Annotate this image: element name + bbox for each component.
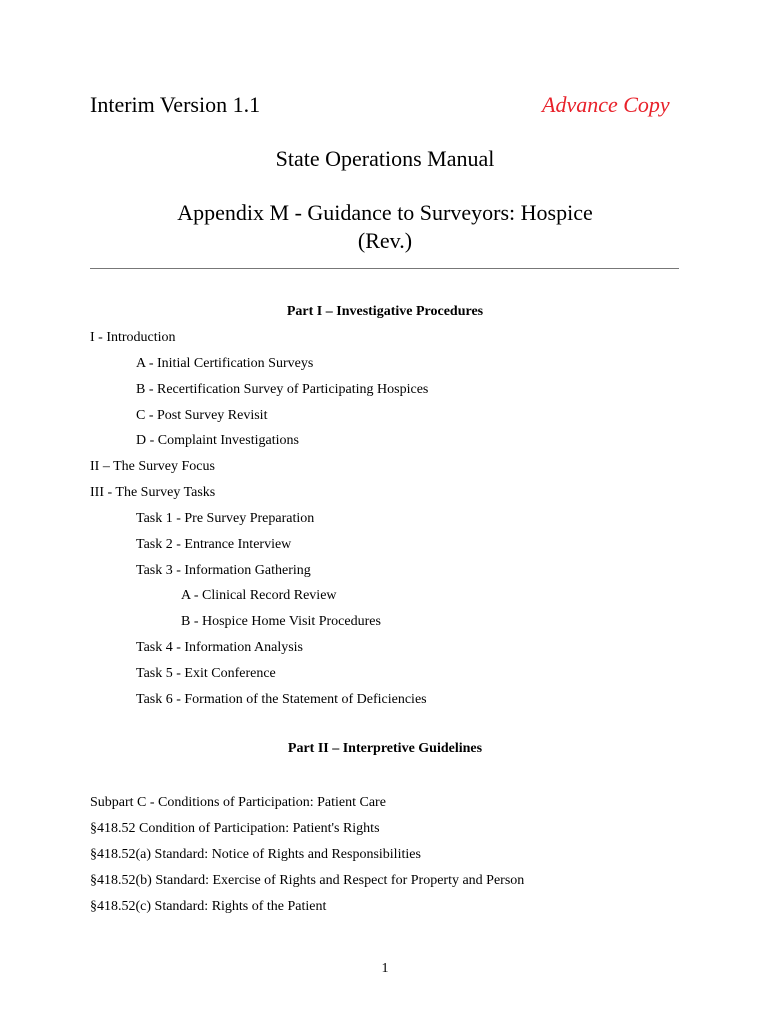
- toc-item: Task 1 - Pre Survey Preparation: [136, 510, 315, 526]
- part2-toc: [90, 793, 524, 922]
- toc-item: Task 5 - Exit Conference: [136, 665, 276, 681]
- toc-item: D - Complaint Investigations: [136, 433, 299, 449]
- toc-item: I - Introduction: [90, 330, 176, 345]
- toc-item: C - Post Survey Revisit: [136, 407, 268, 423]
- page-number: 1: [381, 961, 389, 976]
- toc-item: A - Initial Certification Surveys: [136, 355, 314, 371]
- guideline-item: §418.52(c) Standard: Rights of the Patient: [90, 898, 327, 914]
- guideline-item: §418.52(b) Standard: Exercise of Rights and Respect for Property and Person: [90, 872, 525, 888]
- toc-item: Task 3 - Information Gathering: [136, 562, 311, 578]
- guideline-item: §418.52 Condition of Participation: Patient's Rights: [90, 820, 380, 836]
- manual-title: State Operations Manual: [275, 146, 495, 171]
- toc-item: III - The Survey Tasks: [90, 485, 216, 501]
- guideline-item: Subpart C - Conditions of Participation: Patient Care: [90, 795, 386, 810]
- part2-heading: Part II – Interpretive Guidelines: [287, 741, 483, 756]
- part1-heading: Part I – Investigative Procedures: [286, 304, 484, 319]
- toc-item: Task 6 - Formation of the Statement of Deficiencies: [136, 691, 427, 707]
- toc-item: B - Hospice Home Visit Procedures: [181, 614, 381, 630]
- advance-copy-label: Advance Copy: [542, 92, 670, 117]
- version-label: Interim Version 1.1: [90, 92, 261, 117]
- appendix-title: Appendix M - Guidance to Surveyors: Hospice: [177, 200, 593, 225]
- guideline-item: §418.52(a) Standard: Notice of Rights and Responsibilities: [90, 846, 421, 862]
- toc-item: Task 4 - Information Analysis: [136, 640, 303, 656]
- title-divider: [90, 268, 679, 269]
- part1-toc: [0, 328, 770, 716]
- toc-item: Task 2 - Entrance Interview: [136, 536, 292, 552]
- revision-label: (Rev.): [357, 228, 413, 253]
- toc-item: B - Recertification Survey of Participating Hospices: [136, 381, 429, 397]
- toc-item: II – The Survey Focus: [90, 459, 215, 475]
- toc-item: A - Clinical Record Review: [181, 588, 337, 604]
